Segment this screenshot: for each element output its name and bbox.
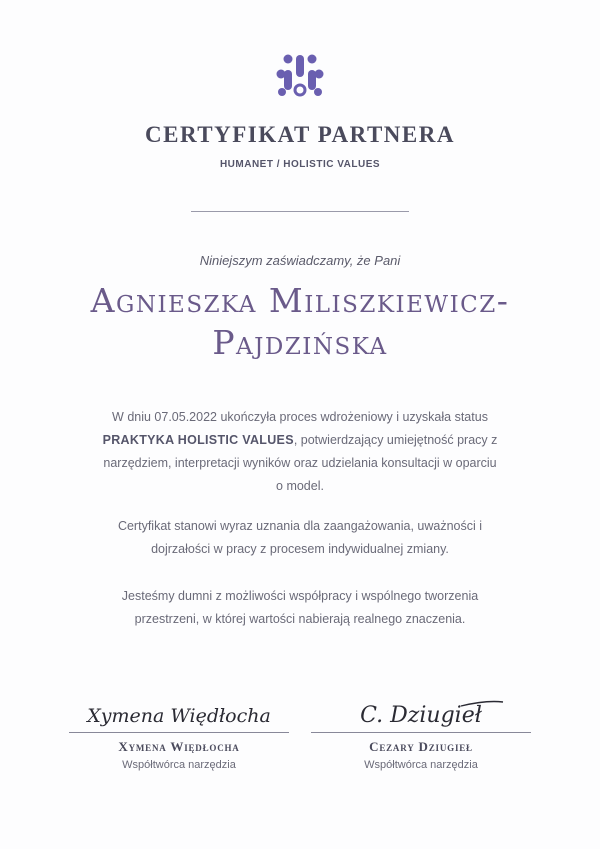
signature-block-right (311, 690, 531, 771)
handwritten-signature (311, 690, 531, 730)
completion-paragraph (100, 406, 500, 498)
signature-line (311, 732, 531, 733)
signature-script: C. Dziugieł (360, 703, 482, 728)
completion-text-1: W dniu 07.05.2022 ukończyła proces wdrożeniowy i uzyskała status (112, 410, 488, 424)
recipient-name (20, 280, 580, 364)
completion-text-2: , potwierdzający umiejętność pracy z narzędziem, interpretacji wyników oraz udzielania konsultacji w oparciu o model. (103, 433, 498, 493)
intro-text: Niniejszym zaświadczamy, że Pani (199, 253, 401, 268)
signatory-name: Cezary Dziugieł (369, 739, 473, 754)
recipient-name-line1: Agnieszka Miliszkiewicz- (90, 281, 510, 320)
signature-line (69, 732, 289, 733)
status-label: PRAKTYKA HOLISTIC VALUES (102, 433, 294, 447)
signature-block-left (69, 690, 289, 771)
humanet-logo-icon (274, 52, 326, 100)
closing-paragraph: Jesteśmy dumni z możliwości współpracy i wspólnego tworzenia przestrzeni, w której wartości nabierają realnego znaczenia. (121, 589, 479, 626)
certificate-subtitle: HUMANET / HOLISTIC VALUES (219, 159, 381, 170)
title-divider (191, 211, 409, 212)
signatory-role: Współtwórca narzędzia (122, 759, 236, 771)
recognition-paragraph: Certyfikat stanowi wyraz uznania dla zaangażowania, uważności i dojrzałości w pracy z procesem indywidualnej zmiany. (117, 519, 483, 556)
handwritten-signature (69, 690, 289, 730)
signatory-role: Współtwórca narzędzia (364, 759, 478, 771)
certificate-title: CERTYFIKAT PARTNERA (145, 122, 455, 147)
signature-script: Xymena Więdłocha (87, 705, 271, 727)
signatory-name: Xymena Więdłocha (118, 739, 240, 754)
recipient-name-line2: Pajdzińska (212, 323, 388, 362)
